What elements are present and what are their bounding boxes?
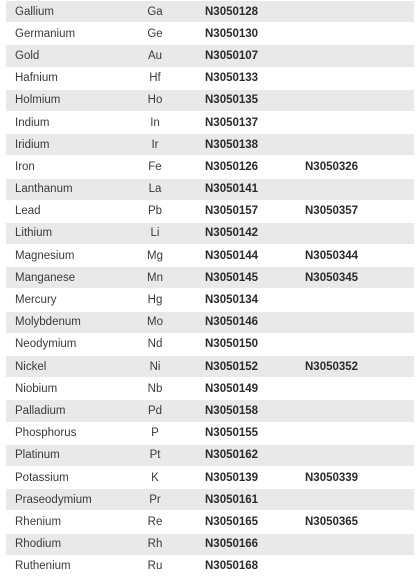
table-row bbox=[6, 267, 414, 289]
element-symbol: K bbox=[109, 466, 201, 488]
element-symbol: Li bbox=[109, 222, 201, 244]
table-row bbox=[6, 333, 414, 355]
alt-part-number bbox=[305, 400, 414, 422]
table-row bbox=[6, 311, 414, 333]
element-symbol: Re bbox=[109, 511, 201, 533]
element-symbol: Pd bbox=[109, 400, 201, 422]
element-name: Rhodium bbox=[6, 533, 109, 555]
part-number: N3050166 bbox=[201, 533, 305, 555]
element-symbol: Hg bbox=[109, 289, 201, 311]
part-number: N3050161 bbox=[201, 489, 305, 511]
alt-part-number: N3050344 bbox=[305, 245, 414, 267]
alt-part-number: N3050357 bbox=[305, 200, 414, 222]
alt-part-number bbox=[305, 111, 414, 133]
element-symbol: Pb bbox=[109, 200, 201, 222]
alt-part-number: N3050365 bbox=[305, 511, 414, 533]
alt-part-number bbox=[305, 555, 414, 577]
element-symbol: Mg bbox=[109, 245, 201, 267]
element-name: Magnesium bbox=[6, 245, 109, 267]
table-row bbox=[6, 200, 414, 222]
table-row bbox=[6, 222, 414, 244]
table-row bbox=[6, 1, 414, 23]
element-name: Praseodymium bbox=[6, 489, 109, 511]
table-row bbox=[6, 45, 414, 67]
element-symbol: Pt bbox=[109, 444, 201, 466]
element-table-body bbox=[6, 1, 414, 577]
part-number: N3050133 bbox=[201, 67, 305, 89]
alt-part-number bbox=[305, 444, 414, 466]
part-number: N3050155 bbox=[201, 422, 305, 444]
alt-part-number bbox=[305, 289, 414, 311]
table-row bbox=[6, 555, 414, 577]
table-row bbox=[6, 422, 414, 444]
element-name: Manganese bbox=[6, 267, 109, 289]
part-number: N3050139 bbox=[201, 466, 305, 488]
element-symbol: Nd bbox=[109, 333, 201, 355]
element-symbol: Ho bbox=[109, 89, 201, 111]
element-name: Ruthenium bbox=[6, 555, 109, 577]
alt-part-number bbox=[305, 311, 414, 333]
table-row bbox=[6, 489, 414, 511]
part-number: N3050157 bbox=[201, 200, 305, 222]
part-number: N3050138 bbox=[201, 134, 305, 156]
table-row bbox=[6, 466, 414, 488]
part-number: N3050162 bbox=[201, 444, 305, 466]
element-name: Palladium bbox=[6, 400, 109, 422]
table-row bbox=[6, 245, 414, 267]
element-symbol: Ir bbox=[109, 134, 201, 156]
element-name: Nickel bbox=[6, 356, 109, 378]
element-symbol: Rh bbox=[109, 533, 201, 555]
element-symbol: Nb bbox=[109, 378, 201, 400]
element-symbol: Mn bbox=[109, 267, 201, 289]
part-number: N3050137 bbox=[201, 111, 305, 133]
element-symbol: Ge bbox=[109, 23, 201, 45]
element-symbol: In bbox=[109, 111, 201, 133]
element-name: Mercury bbox=[6, 289, 109, 311]
part-number: N3050141 bbox=[201, 178, 305, 200]
part-number: N3050134 bbox=[201, 289, 305, 311]
table-row bbox=[6, 178, 414, 200]
part-number: N3050145 bbox=[201, 267, 305, 289]
alt-part-number: N3050352 bbox=[305, 356, 414, 378]
element-name: Lithium bbox=[6, 222, 109, 244]
element-name: Indium bbox=[6, 111, 109, 133]
part-number: N3050128 bbox=[201, 1, 305, 23]
element-name: Germanium bbox=[6, 23, 109, 45]
part-number: N3050149 bbox=[201, 378, 305, 400]
element-table bbox=[6, 1, 414, 578]
part-number: N3050158 bbox=[201, 400, 305, 422]
table-row bbox=[6, 511, 414, 533]
element-symbol: Au bbox=[109, 45, 201, 67]
alt-part-number: N3050339 bbox=[305, 466, 414, 488]
part-number: N3050150 bbox=[201, 333, 305, 355]
table-row bbox=[6, 400, 414, 422]
element-symbol: La bbox=[109, 178, 201, 200]
table-row bbox=[6, 378, 414, 400]
part-number: N3050146 bbox=[201, 311, 305, 333]
element-symbol: Ru bbox=[109, 555, 201, 577]
alt-part-number bbox=[305, 333, 414, 355]
part-number: N3050130 bbox=[201, 23, 305, 45]
element-name: Iridium bbox=[6, 134, 109, 156]
alt-part-number: N3050345 bbox=[305, 267, 414, 289]
part-number: N3050142 bbox=[201, 222, 305, 244]
element-name: Iron bbox=[6, 156, 109, 178]
part-number: N3050144 bbox=[201, 245, 305, 267]
element-name: Neodymium bbox=[6, 333, 109, 355]
element-symbol: Ga bbox=[109, 1, 201, 23]
part-number: N3050107 bbox=[201, 45, 305, 67]
element-symbol: P bbox=[109, 422, 201, 444]
alt-part-number bbox=[305, 23, 414, 45]
alt-part-number bbox=[305, 378, 414, 400]
element-name: Gold bbox=[6, 45, 109, 67]
part-number: N3050152 bbox=[201, 356, 305, 378]
table-row bbox=[6, 67, 414, 89]
table-row bbox=[6, 289, 414, 311]
element-name: Holmium bbox=[6, 89, 109, 111]
alt-part-number bbox=[305, 89, 414, 111]
element-symbol: Pr bbox=[109, 489, 201, 511]
table-row bbox=[6, 156, 414, 178]
element-name: Platinum bbox=[6, 444, 109, 466]
table-row bbox=[6, 134, 414, 156]
table-row bbox=[6, 533, 414, 555]
element-symbol: Hf bbox=[109, 67, 201, 89]
element-name: Hafnium bbox=[6, 67, 109, 89]
part-number: N3050165 bbox=[201, 511, 305, 533]
table-row bbox=[6, 23, 414, 45]
table-row bbox=[6, 356, 414, 378]
element-symbol: Mo bbox=[109, 311, 201, 333]
element-symbol: Ni bbox=[109, 356, 201, 378]
element-name: Gallium bbox=[6, 1, 109, 23]
element-name: Lead bbox=[6, 200, 109, 222]
alt-part-number bbox=[305, 1, 414, 23]
alt-part-number bbox=[305, 67, 414, 89]
element-name: Niobium bbox=[6, 378, 109, 400]
element-name: Lanthanum bbox=[6, 178, 109, 200]
alt-part-number bbox=[305, 489, 414, 511]
part-number: N3050135 bbox=[201, 89, 305, 111]
element-symbol: Fe bbox=[109, 156, 201, 178]
alt-part-number bbox=[305, 134, 414, 156]
table-row bbox=[6, 111, 414, 133]
part-number: N3050168 bbox=[201, 555, 305, 577]
table-row bbox=[6, 89, 414, 111]
element-name: Potassium bbox=[6, 466, 109, 488]
part-number: N3050126 bbox=[201, 156, 305, 178]
alt-part-number bbox=[305, 178, 414, 200]
alt-part-number bbox=[305, 533, 414, 555]
element-name: Phosphorus bbox=[6, 422, 109, 444]
alt-part-number bbox=[305, 45, 414, 67]
alt-part-number: N3050326 bbox=[305, 156, 414, 178]
alt-part-number bbox=[305, 222, 414, 244]
element-name: Rhenium bbox=[6, 511, 109, 533]
alt-part-number bbox=[305, 422, 414, 444]
table-row bbox=[6, 444, 414, 466]
element-name: Molybdenum bbox=[6, 311, 109, 333]
